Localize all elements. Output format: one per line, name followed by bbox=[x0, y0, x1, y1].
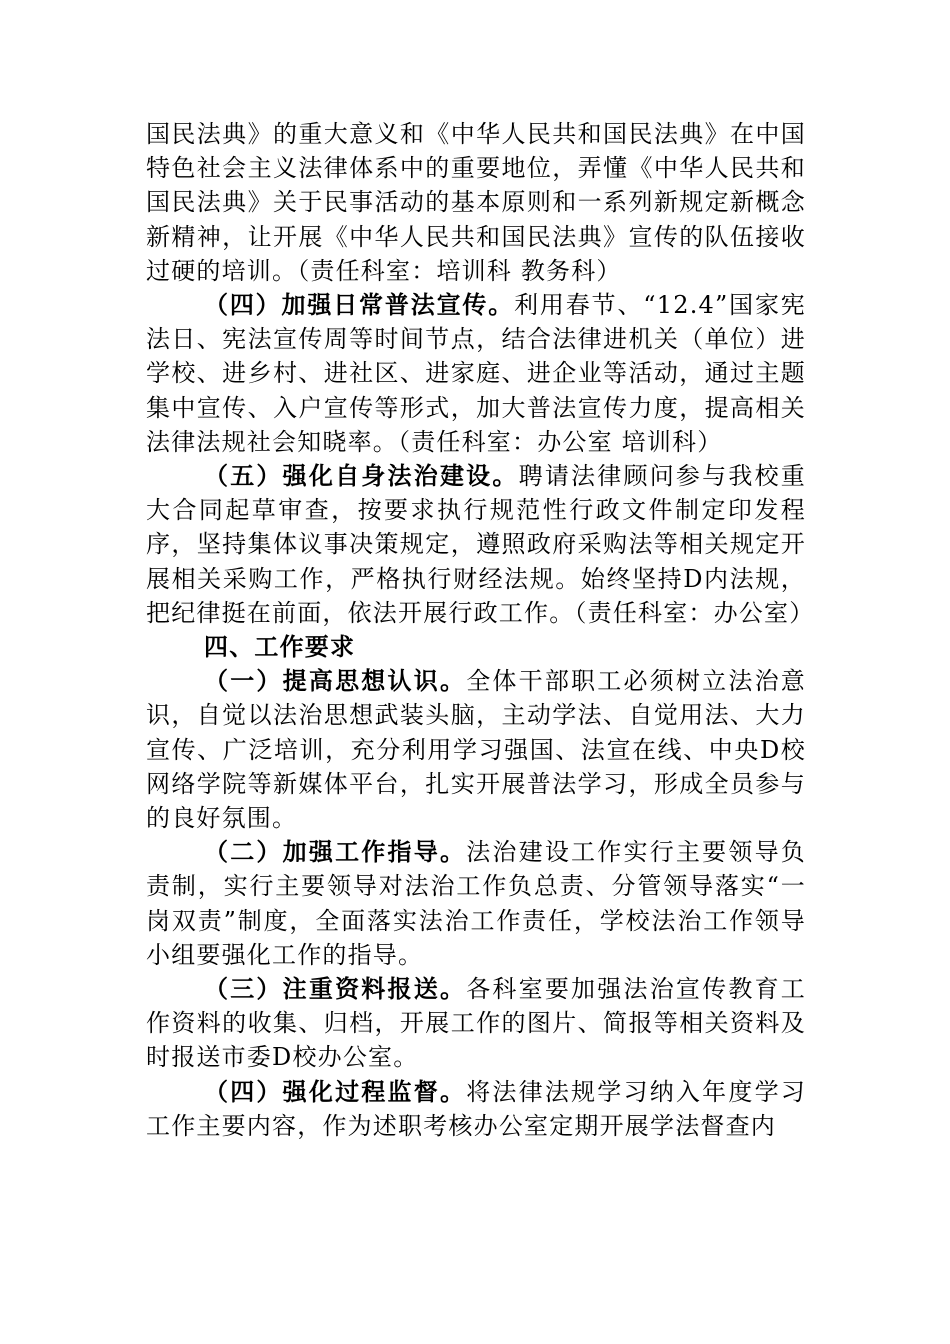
paragraph-item-process-supervision bbox=[146, 1075, 806, 1143]
paragraph-item-material-submission bbox=[146, 972, 806, 1075]
paragraph-item-self-rule-of-law bbox=[146, 459, 815, 630]
paragraph-text: 法治建设工作实行主要领导负责制，实行主要领导对法治工作负总责、分管领导落实“一岗双责”制度，全面落实法治工作责任，学校法治工作领导小组要强化工作的指导。 bbox=[146, 838, 806, 969]
paragraph-lead: （四）强化过程监督。 bbox=[204, 1076, 467, 1106]
paragraph-item-raise-awareness bbox=[146, 664, 806, 835]
document-body bbox=[146, 117, 815, 1143]
paragraph-lead: （一）提高思想认识。 bbox=[204, 666, 467, 696]
paragraph-lead: （四）加强日常普法宣传。 bbox=[204, 290, 515, 320]
paragraph-text: 聘请法律顾问参与我校重大合同起草审查，按要求执行规范性行政文件制定印发程序，坚持集体议事决策规定，遵照政府采购法等相关规定开展相关采购工作，严格执行财经法规。始终坚持D内法规，把纪律挺在前面，依法开展行政工作。（责任科室：办公室） bbox=[146, 462, 815, 627]
paragraph-lead: （五）强化自身法治建设。 bbox=[204, 461, 519, 491]
section-heading: 四、工作要求 bbox=[204, 633, 356, 662]
paragraph-text: 国民法典》的重大意义和《中华人民共和国民法典》在中国特色社会主义法律体系中的重要地位，弄懂《中华人民共和国民法典》关于民事活动的基本原则和一系列新规定新概念新精神，让开展《中华人民共和国民法典》宣传的队伍接收过硬的培训。（责任科室：培训科 教务科） bbox=[146, 120, 806, 285]
paragraph-text: 全体干部职工必须树立法治意识，自觉以法治思想武装头脑，主动学法、自觉用法、大力宣传、广泛培训，充分利用学习强国、法宣在线、中央D校网络学院等新媒体平台，扎实开展普法学习，形成全员参与的良好氛围。 bbox=[146, 667, 806, 833]
paragraph-item-work-guidance bbox=[146, 835, 806, 972]
paragraph-item-daily-publicity bbox=[146, 288, 806, 459]
paragraph-text: 将法律法规学习纳入年度学习工作主要内容，作为述职考核办公室定期开展学法督查内 bbox=[146, 1077, 806, 1140]
paragraph-lead: （三）注重资料报送。 bbox=[204, 974, 467, 1004]
paragraph-lead: （二）加强工作指导。 bbox=[204, 837, 467, 867]
paragraph-continuation bbox=[146, 117, 806, 288]
paragraph-text: 各科室要加强法治宣传教育工作资料的收集、归档，开展工作的图片、简报等相关资料及时报送市委D校办公室。 bbox=[146, 975, 806, 1072]
paragraph-text: 利用春节、“12.4”国家宪法日、宪法宣传周等时间节点，结合法律进机关（单位）进学校、进乡村、进社区、进家庭、进企业等活动，通过主题集中宣传、入户宣传等形式，加大普法宣传力度，提高相关法律法规社会知晓率。（责任科室：办公室 培训科） bbox=[146, 291, 806, 456]
